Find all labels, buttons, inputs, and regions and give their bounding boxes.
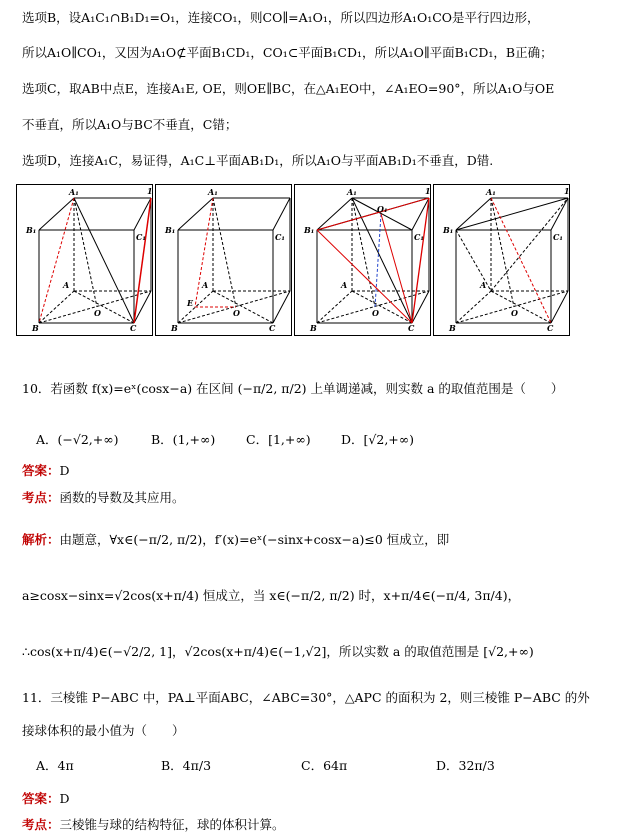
label-a1: A₁ [69, 187, 79, 197]
cube-figure-2 [155, 184, 292, 336]
label-c: C [130, 323, 137, 333]
label-corner: 1 [147, 186, 153, 196]
q10-answer [22, 462, 70, 480]
label-c: C [269, 323, 276, 333]
solution-line-d: 选项D，连接A₁C，易证得，A₁C⊥平面AB₁D₁，所以A₁O与平面AB₁D₁不垂直，D错. [22, 153, 494, 168]
label-b1: B₁ [26, 225, 37, 235]
label-c: C [408, 323, 415, 333]
q10-kaodian-label: 考点： [22, 490, 60, 505]
q11-answer-value: D [59, 791, 70, 806]
solution-line-c1: 选项C，取AB中点E，连接A₁E, OE，则OE∥BC，在△A₁EO中，∠A₁EO=90°，所以A₁O与OE [22, 81, 555, 96]
cube-diagram-1 [17, 185, 154, 337]
label-o: O [94, 308, 101, 318]
q10-option-d: D．[√2,+∞) [341, 432, 415, 447]
cube-figures [16, 184, 576, 337]
label-e: E [187, 298, 194, 308]
q10-jiexi-1: 由题意，∀x∈(−π/2, π/2)，f′(x)=eˣ(−sinx+cosx−a)≤0 恒成立，即 [59, 532, 450, 547]
q11-option-c: C．64π [301, 758, 348, 773]
q11-kaodian-label: 考点： [22, 817, 60, 832]
label-b1: B₁ [443, 225, 454, 235]
q10-jiexi-3: ∴cos(x+π/4)∈(−√2/2, 1]，√2cos(x+π/4)∈(−1,√2]，所以实数 a 的取值范围是 [√2,+∞) [22, 644, 534, 659]
cube-figure-1 [16, 184, 153, 336]
label-o: O [511, 308, 518, 318]
solution-line-c2: 不垂直，所以A₁O与BC不垂直，C错； [22, 117, 238, 132]
label-b: B [310, 323, 317, 333]
q10-options [36, 430, 596, 448]
q11-kaodian-value: 三棱锥与球的结构特征，球的体积计算。 [59, 817, 285, 832]
solution-line-b2: 所以A₁O∥CO₁，又因为A₁O⊄平面B₁CD₁，CO₁⊂平面B₁CD₁，所以A₁O∥平面B₁CD₁，B正确； [22, 45, 553, 60]
label-a: A [341, 280, 348, 290]
label-b1: B₁ [304, 225, 315, 235]
label-a1: A₁ [486, 187, 496, 197]
q10-option-b: B．(1,+∞) [151, 432, 216, 447]
label-c1: C₁ [275, 232, 285, 242]
q10-kaodian-value: 函数的导数及其应用。 [59, 490, 185, 505]
q10-jiexi-label: 解析： [22, 532, 60, 547]
q10-kaodian [22, 489, 185, 507]
label-b: B [171, 323, 178, 333]
q11-option-a: A．4π [36, 758, 74, 773]
q11-answer [22, 790, 70, 808]
label-a: A [63, 280, 70, 290]
q11-kaodian [22, 816, 285, 834]
q10-option-a: A．(−√2,+∞) [36, 432, 119, 447]
cube-figure-3 [294, 184, 431, 336]
cube-figure-4 [433, 184, 570, 336]
q10-answer-label: 答案： [22, 463, 60, 478]
label-o1: O₁ [377, 204, 388, 214]
label-c1: C₁ [414, 232, 424, 242]
label-b: B [32, 323, 39, 333]
label-a: A [202, 280, 209, 290]
q11-option-d: D．32π/3 [436, 758, 495, 773]
q11-option-b: B．4π/3 [161, 758, 212, 773]
q10-jiexi-2: a≥cosx−sinx=√2cos(x+π/4) 恒成立，当 x∈(−π/2, π/2) 时，x+π/4∈(−π/4, 3π/4)， [22, 588, 521, 603]
label-corner: 1 [564, 186, 570, 196]
q10-option-c: C．[1,+∞) [246, 432, 311, 447]
label-c1: C₁ [553, 232, 563, 242]
cube-diagram-2 [156, 185, 293, 337]
label-o: O [233, 308, 240, 318]
solution-line-b1: 选项B，设A₁C₁∩B₁D₁=O₁，连接CO₁，则CO∥=A₁O₁，所以四边形A₁O₁CO是平行四边形， [22, 10, 540, 25]
q11-stem-2: 接球体积的最小值为（ ） [22, 723, 185, 738]
cube-diagram-3 [295, 185, 432, 337]
label-b: B [449, 323, 456, 333]
q10-answer-value: D [59, 463, 70, 478]
label-corner: 1 [425, 186, 431, 196]
q11-answer-label: 答案： [22, 791, 60, 806]
label-b1: B₁ [165, 225, 176, 235]
q10-stem: 10．若函数 f(x)=eˣ(cosx−a) 在区间 (−π/2, π/2) 上单调递减，则实数 a 的取值范围是（ ） [22, 381, 564, 396]
cube-diagram-4 [434, 185, 571, 337]
q11-options [36, 756, 596, 774]
label-c1: C₁ [136, 232, 146, 242]
label-a: A [480, 280, 487, 290]
label-o: O [372, 308, 379, 318]
label-a1: A₁ [347, 187, 357, 197]
q10-jiexi [22, 531, 449, 549]
label-a1: A₁ [208, 187, 218, 197]
q11-stem-1: 11．三棱锥 P−ABC 中，PA⊥平面ABC，∠ABC=30°，△APC 的面积为 2，则三棱锥 P−ABC 的外 [22, 690, 590, 705]
label-c: C [547, 323, 554, 333]
